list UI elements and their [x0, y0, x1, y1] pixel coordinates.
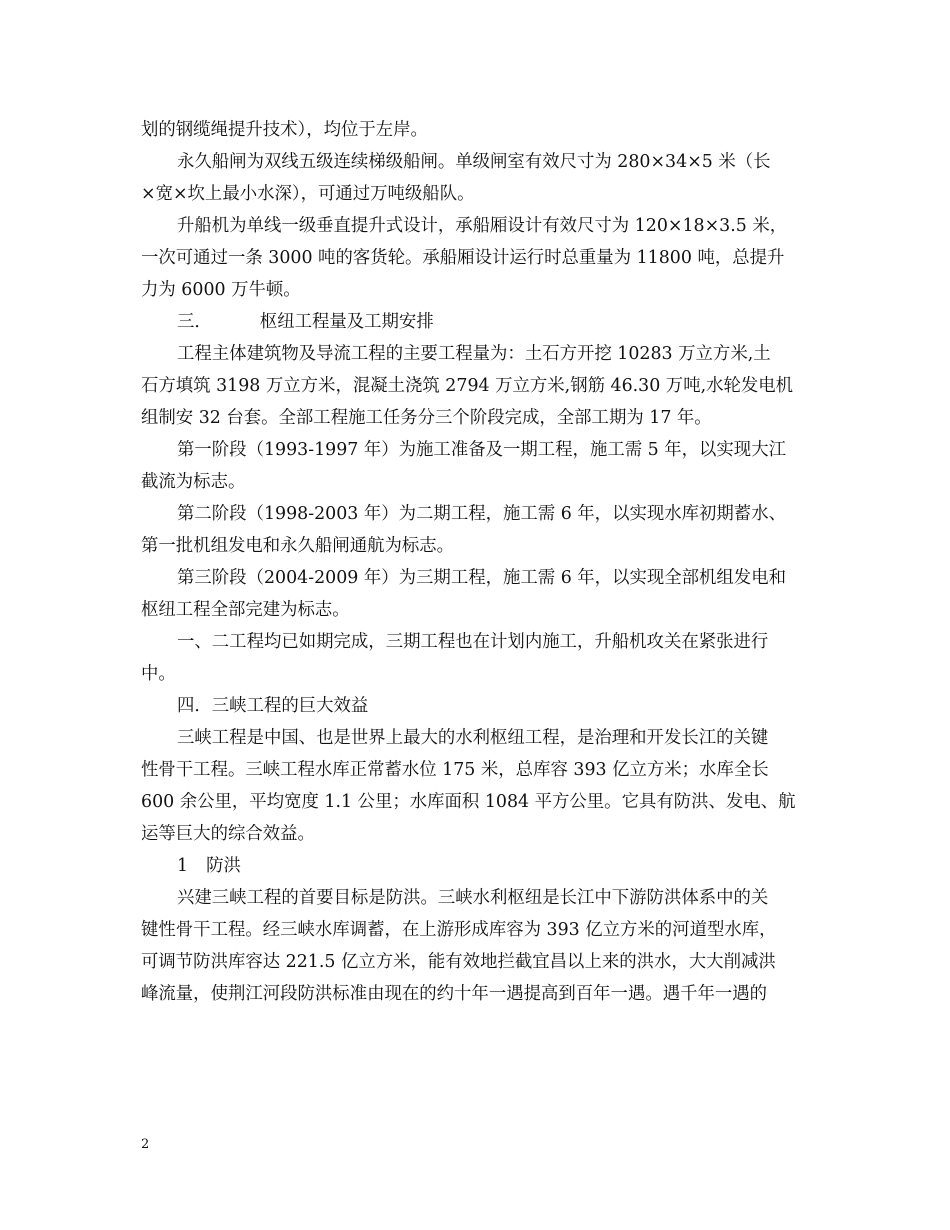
text-line: 划的钢缆绳提升技术），均位于左岸。	[141, 120, 428, 140]
text-line: 可调节防洪库容达 221.5 亿立方米，能有效地拦截宜昌以上来的洪水，大大削减洪	[141, 952, 776, 972]
text-line: 峰流量，使荆江河段防洪标准由现在的约十年一遇提高到百年一遇。遇千年一遇的	[141, 984, 768, 1004]
paragraph-line: 三峡工程是中国、也是世界上最大的水利枢纽工程，是治理和开发长江的关键	[177, 728, 769, 748]
paragraph-line: 第二阶段（1998-2003 年）为二期工程，施工需 6 年，以实现水库初期蓄水、	[177, 504, 786, 524]
text-line: 石方填筑 3198 万立方米，混凝土浇筑 2794 万立方米,钢筋 46.30 万吨,水轮发电机	[141, 376, 794, 396]
text-line: 键性骨干工程。经三峡水库调蓄，在上游形成库容为 393 亿立方米的河道型水库，	[141, 920, 777, 940]
subsection-title: 防洪	[206, 856, 241, 876]
subsection-number: 1	[177, 856, 189, 876]
text-line: 力为 6000 万牛顿。	[141, 280, 301, 300]
text-line: 第一批机组发电和永久船闸通航为标志。	[141, 536, 455, 556]
text-line: 一次可通过一条 3000 吨的客货轮。承船厢设计运行时总重量为 11800 吨，总提升	[141, 248, 785, 268]
text-line: 中。	[141, 664, 176, 684]
text-line: 600 余公里，平均宽度 1.1 公里；水库面积 1084 平方公里。它具有防洪、发电、航	[141, 792, 796, 812]
paragraph-line: 工程主体建筑物及导流工程的主要工程量为：土石方开挖 10283 万立方米,土	[177, 344, 771, 364]
text-line: ×宽×坎上最小水深），可通过万吨级船队。	[141, 184, 475, 204]
paragraph-line: 永久船闸为双线五级连续梯级船闸。单级闸室有效尺寸为 280×34×5 米（长	[177, 152, 771, 172]
section-number: 三．	[177, 312, 212, 332]
page-number: 2	[141, 1137, 150, 1152]
section-heading: 四．三峡工程的巨大效益	[177, 696, 369, 716]
text-line: 性骨干工程。三峡工程水库正常蓄水位 175 米，总库容 393 亿立方米；水库全长	[141, 760, 769, 780]
paragraph-line: 第一阶段（1993-1997 年）为施工准备及一期工程，施工需 5 年，以实现大江	[177, 440, 786, 460]
paragraph-line: 兴建三峡工程的首要目标是防洪。三峡水利枢纽是长江中下游防洪体系中的关	[177, 888, 769, 908]
section-heading	[141, 306, 813, 338]
document-body	[141, 114, 813, 1010]
paragraph-line: 升船机为单线一级垂直提升式设计，承船厢设计有效尺寸为 120×18×3.5 米，	[177, 216, 788, 236]
section-title: 枢纽工程量及工期安排	[259, 312, 434, 332]
paragraph-line: 一、二工程均已如期完成，三期工程也在计划内施工，升船机攻关在紧张进行	[177, 632, 769, 652]
text-line: 截流为标志。	[141, 472, 246, 492]
text-line: 枢纽工程全部完建为标志。	[141, 600, 350, 620]
text-line: 组制安 32 台套。全部工程施工任务分三个阶段完成，全部工期为 17 年。	[141, 408, 712, 428]
subsection-heading	[141, 850, 813, 882]
text-line: 运等巨大的综合效益。	[141, 824, 315, 844]
paragraph-line: 第三阶段（2004-2009 年）为三期工程，施工需 6 年，以实现全部机组发电和	[177, 568, 786, 588]
